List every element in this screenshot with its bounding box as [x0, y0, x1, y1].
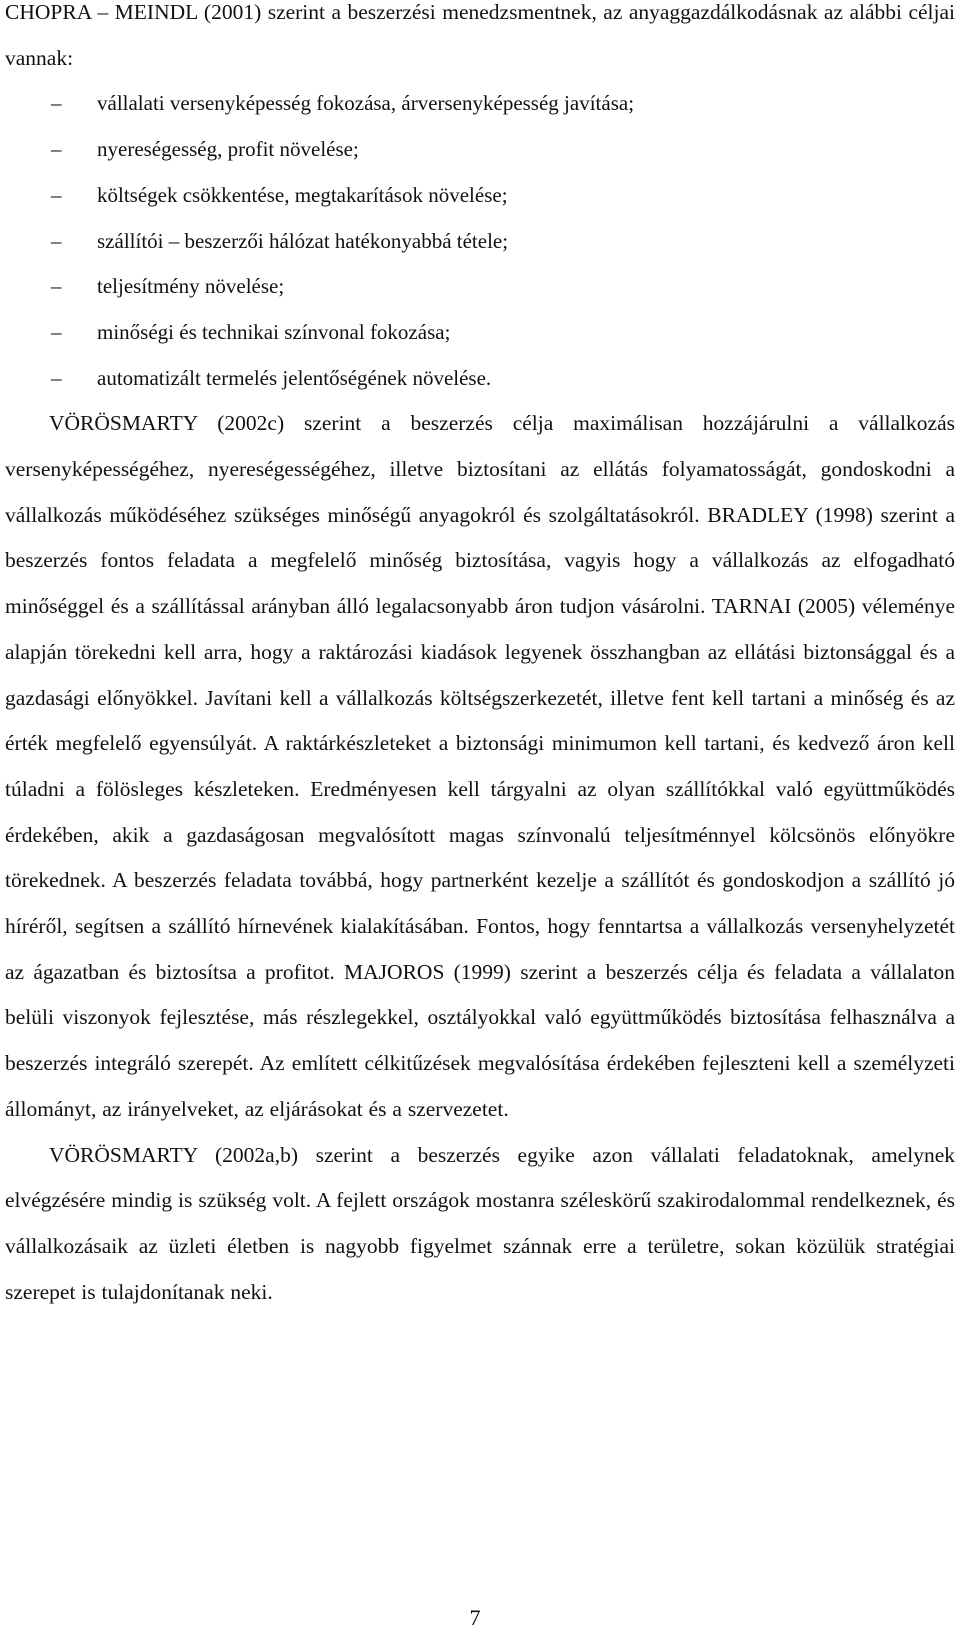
list-item-text: automatizált termelés jelentőségének növelése.: [97, 365, 492, 390]
list-item-text: teljesítmény növelése;: [97, 274, 285, 299]
dash-bullet: –: [51, 228, 62, 253]
dash-bullet: –: [51, 319, 62, 344]
body-paragraph-2: VÖRÖSMARTY (2002a,b) szerint a beszerzés egyike azon vállalati feladatoknak, amelynek elvégzésére mindig is szükség volt. A fejlett országok mostanra széleskörű szakirodalommal rendelkeznek, és vállalkozásaik az üzleti életben is nagyobb figyelmet szánnak erre a területre, sokan közülük stratégiai szerepet is tulajdonítanak neki.: [5, 1142, 955, 1304]
dash-bullet: –: [51, 274, 62, 299]
list-item-text: vállalati versenyképesség fokozása, árversenyképesség javítása;: [97, 91, 635, 116]
dash-bullet: –: [51, 91, 62, 116]
list-item: [5, 173, 955, 219]
list-item: [5, 264, 955, 310]
intro-paragraph: CHOPRA – MEINDL (2001) szerint a beszerzési menedzsmentnek, az anyaggazdálkodásnak az alábbi céljai vannak:: [5, 0, 955, 70]
list-item-text: minőségi és technikai színvonal fokozása;: [97, 319, 451, 344]
dash-bullet: –: [51, 137, 62, 162]
dash-bullet: –: [51, 365, 62, 390]
list-item: [5, 127, 955, 173]
page-number: 7: [469, 1605, 481, 1630]
list-item: [5, 81, 955, 127]
dash-bullet: –: [51, 182, 62, 207]
list-item-text: szállítói – beszerzői hálózat hatékonyabbá tétele;: [97, 228, 509, 253]
goals-list: [5, 81, 955, 401]
list-item: [5, 356, 955, 402]
list-item-text: költségek csökkentése, megtakarítások növelése;: [97, 182, 508, 207]
document-page: [5, 0, 955, 1640]
list-item: [5, 310, 955, 356]
body-paragraph-1: VÖRÖSMARTY (2002c) szerint a beszerzés célja maximálisan hozzájárulni a vállalkozás versenyképességéhez, nyereségességéhez, illetve biztosítani az ellátás folyamatosságát, gondoskodni a vállalkozás működéséhez szükséges minőségű anyagokról és szolgáltatásokról. BRADLEY (1998) szerint a beszerzés fontos feladata a megfelelő minőség biztosítása, vagyis hogy a vállalkozás az elfogadható minőséggel és a szállítással arányban álló legalacsonyabb áron tudjon vásárolni. TARNAI (2005) véleménye alapján törekedni kell arra, hogy a raktározási kiadások legyenek összhangban az ellátási biztonsággal és a gazdasági előnyökkel. Javítani kell a vállalkozás költségszerkezetét, illetve fent kell tartani a minőség és az érték megfelelő egyensúlyát. A raktárkészleteket a biztonsági minimumon kell tartani, és kedvező áron kell túladni a fölösleges készleteken. Eredményesen kell tárgyalni az olyan szállítókkal való együttműködés érdekében, akik a gazdaságosan megvalósított magas színvonalú teljesítménnyel kölcsönös előnyökre törekednek. A beszerzés feladata továbbá, hogy partnerként kezelje a szállítót és gondoskodjon a szállító jó híréről, segítsen a szállító hírnevének kialakításában. Fontos, hogy fenntartsa a vállalkozás versenyhelyzetét az ágazatban és biztosítsa a profitot. MAJOROS (1999) szerint a beszerzés célja és feladata a vállalaton belüli viszonyok fejlesztése, más részlegekkel, osztályokkal való együttműködés biztosítása felhasználva a beszerzés integráló szerepét. Az említett célkitűzések megvalósítása érdekében fejleszteni kell a személyzeti állományt, az irányelveket, az eljárásokat és a szervezetet.: [5, 411, 955, 1121]
list-item: [5, 219, 955, 265]
list-item-text: nyereségesség, profit növelése;: [97, 137, 359, 162]
